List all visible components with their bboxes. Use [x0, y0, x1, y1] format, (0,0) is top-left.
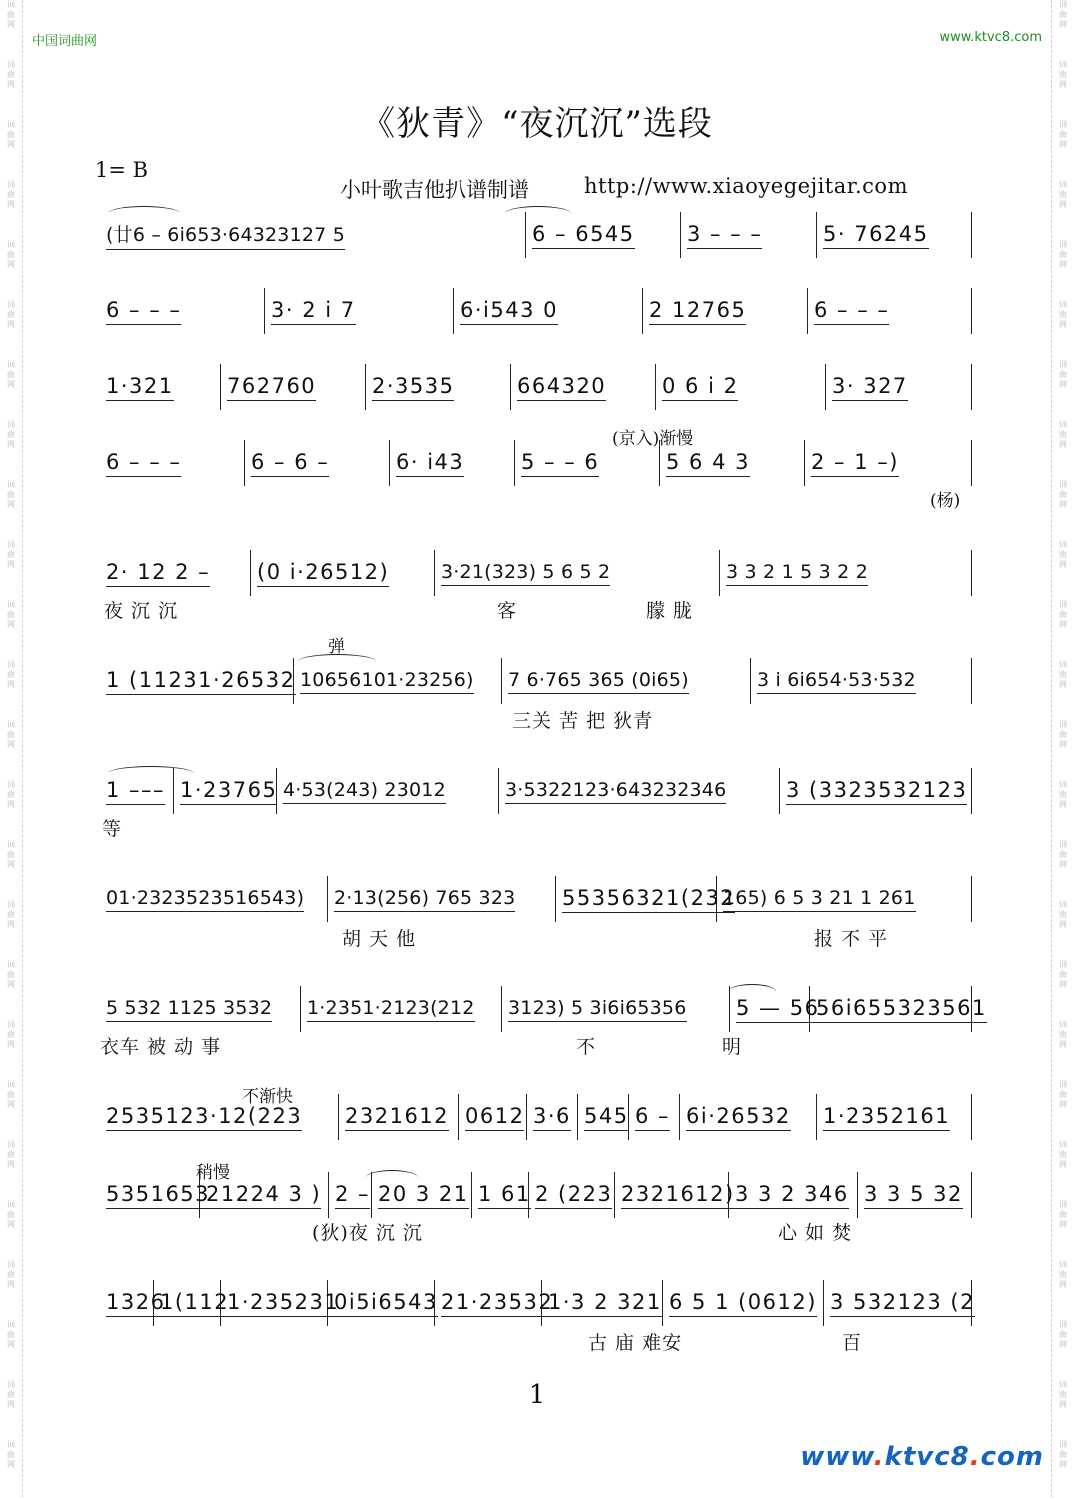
measure-notes: 6 – – – [106, 298, 181, 325]
measure-notes: (0 i·26512) [257, 560, 389, 587]
watermark-text: 词 曲 网 [1059, 480, 1067, 509]
watermark-text: 词 曲 网 [1059, 1260, 1067, 1289]
measure-notes: 2·13(256) 765 323 [334, 887, 515, 912]
watermark-text: 词 曲 网 [7, 240, 15, 269]
measure-notes: 7 6·765 365 (0i65) [508, 669, 689, 694]
watermark-text: 词 曲 网 [7, 660, 15, 689]
measure [100, 550, 251, 596]
watermark-text: 词 曲 网 [1059, 600, 1067, 629]
measure [615, 1172, 735, 1218]
header-site-left[interactable]: 中国词曲网 [32, 34, 98, 49]
tempo-marking: (京入)渐慢 [612, 429, 694, 449]
watermark-text: 词 曲 网 [1059, 780, 1067, 809]
watermark-text: 词 曲 网 [7, 60, 15, 89]
transcriber-credit: 小叶歌吉他扒谱制谱 [340, 178, 529, 202]
watermark-text: 词 曲 网 [7, 960, 15, 989]
measure [780, 768, 972, 814]
measure [556, 876, 736, 922]
watermark-text: 词 曲 网 [1059, 1140, 1067, 1169]
watermark-text: 词 曲 网 [7, 1260, 15, 1289]
measure-notes: 4·53(243) 23012 [283, 779, 446, 804]
measure [328, 876, 556, 922]
measure [499, 768, 780, 814]
watermark-text: 词 曲 网 [1059, 1380, 1067, 1409]
measure-notes: 762760 [227, 374, 316, 401]
slur-arc [298, 654, 376, 669]
slur-arc [728, 984, 776, 999]
measure-notes: 3123) 5 3i6i65356 [508, 997, 687, 1022]
watermark-text: 词 曲 网 [1059, 0, 1067, 29]
measure [277, 768, 499, 814]
watermark-text: 词 曲 网 [1059, 720, 1067, 749]
lyric-line: 胡 天 他 [342, 928, 417, 950]
measure [717, 876, 972, 922]
measure-notes: 2 – [335, 1182, 370, 1209]
watermark-text: 词 曲 网 [7, 0, 15, 29]
slur-arc [366, 1170, 418, 1185]
measure-notes: 5 532 1125 3532 [106, 997, 272, 1022]
measure-notes: 1326 [106, 1290, 165, 1317]
measure [629, 1094, 680, 1140]
slur-arc [505, 206, 571, 221]
measure [824, 1280, 975, 1326]
logo-dot: . [969, 1442, 981, 1472]
measure [502, 986, 730, 1032]
measure-notes: 2 12765 [649, 298, 746, 325]
measure-notes: 1·2351·2123(212 [307, 997, 475, 1022]
measure-notes: 6· i43 [396, 450, 464, 477]
measure [502, 658, 751, 704]
measure-notes: 01·2323523516543) [106, 887, 304, 912]
measure-notes: 5· 76245 [823, 222, 929, 249]
measure [221, 1280, 340, 1326]
logo-dot: . [873, 1442, 885, 1472]
measure [459, 1094, 527, 1140]
measure [435, 550, 720, 596]
measure-notes: 6 – – – [814, 298, 889, 325]
measure [810, 986, 987, 1032]
score-system [100, 768, 972, 814]
watermark-text: 词 曲 网 [7, 1320, 15, 1349]
lyric-line: 三关 苦 把 狄青 [512, 710, 654, 732]
logo-part: com [980, 1442, 1044, 1472]
measure-notes: 56i655323561 [816, 996, 987, 1023]
watermark-text: 词 曲 网 [1059, 540, 1067, 569]
measure-notes: 2 (223 [535, 1182, 612, 1209]
watermark-text: 词 曲 网 [1059, 960, 1067, 989]
watermark-text: 词 曲 网 [1059, 1320, 1067, 1349]
watermark-text: 词 曲 网 [7, 1080, 15, 1109]
measure [328, 1280, 438, 1326]
footer-logo[interactable] [800, 1442, 1044, 1472]
measure-notes: 6 – – – [106, 450, 181, 477]
measure [154, 1280, 230, 1326]
lyric-line: 朦 胧 [646, 600, 694, 622]
measure [100, 876, 328, 922]
measure [100, 364, 221, 410]
watermark-text: 词 曲 网 [1059, 360, 1067, 389]
measure [265, 288, 454, 334]
measure [720, 550, 972, 596]
measure-notes: 6 – 6 – [251, 450, 329, 477]
measure-notes: 3 (3323532123 [786, 778, 967, 805]
measure-notes: 6 5 1 (0612) [669, 1290, 817, 1317]
lyric-line: 百 [842, 1332, 863, 1354]
measure [251, 550, 435, 596]
watermark-text: 词 曲 网 [1059, 900, 1067, 929]
measure-notes: 0i5i6543 [334, 1290, 438, 1317]
watermark-text: 词 曲 网 [7, 600, 15, 629]
lyric-line: 不 [576, 1036, 597, 1058]
measure-notes: 2321612 [345, 1104, 449, 1131]
watermark-text: 词 曲 网 [7, 1020, 15, 1049]
lyric-line: 明 [722, 1036, 743, 1058]
measure [656, 364, 826, 410]
measure-notes: 6·i543 0 [460, 298, 558, 325]
measure [454, 288, 643, 334]
measure [527, 1094, 578, 1140]
tempo-slightly-slow: 稍慢 [196, 1163, 230, 1183]
measure-notes: 2321612) [621, 1182, 735, 1209]
watermark-text: 词 曲 网 [7, 120, 15, 149]
score-system [100, 1094, 972, 1140]
score-system [100, 876, 972, 922]
measure [301, 986, 502, 1032]
measure [390, 440, 515, 486]
score-system [100, 364, 972, 410]
header-site-right[interactable]: www.ktvc8.com [939, 30, 1042, 45]
measure-notes: 10656101·23256) [300, 669, 474, 694]
watermark-text: 词 曲 网 [1059, 1440, 1067, 1469]
measure-notes: 3 3 2 1 5 3 2 2 [726, 561, 868, 586]
lyric-line: 夜 沉 沉 [104, 600, 179, 622]
watermark-text: 词 曲 网 [7, 900, 15, 929]
watermark-text: 词 曲 网 [1059, 180, 1067, 209]
score-system [100, 986, 987, 1032]
measure [663, 1280, 824, 1326]
score-system [100, 288, 972, 334]
watermark-text: 词 曲 网 [1059, 1020, 1067, 1049]
measure [805, 440, 972, 486]
watermark-text: 词 曲 网 [7, 1380, 15, 1409]
score-system [100, 1172, 972, 1218]
measure-notes: 1·2352161 [823, 1104, 950, 1131]
measure-notes: 3 – – – [687, 222, 762, 249]
measure-notes: 3· 327 [832, 374, 908, 401]
watermark-text: 词 曲 网 [7, 300, 15, 329]
measure [808, 288, 972, 334]
tempo-no-accel: 不渐快 [242, 1087, 293, 1107]
measure-notes: 1·23765 [180, 778, 277, 805]
watermark-text: 词 曲 网 [1059, 300, 1067, 329]
left-watermark-strip [0, 0, 23, 1497]
measure-notes: 1(112 [160, 1290, 229, 1317]
lyric-line: 客 [497, 600, 518, 622]
lyric-line: 古 庙 难安 [588, 1332, 683, 1354]
transcriber-url[interactable]: http://www.xiaoyegejitar.com [584, 174, 908, 198]
logo-part: ktvc8 [884, 1442, 970, 1472]
measure-notes: 2 – 1 –) [811, 450, 899, 477]
measure [858, 1172, 972, 1218]
watermark-text: 词 曲 网 [1059, 60, 1067, 89]
measure-notes: 20 3 21 [378, 1182, 469, 1209]
measure-notes: 2535123·12(223 [106, 1104, 302, 1131]
measure [681, 212, 817, 258]
watermark-text: 词 曲 网 [7, 180, 15, 209]
watermark-text: 词 曲 网 [1059, 660, 1067, 689]
measure-notes: 1·321 [106, 374, 174, 401]
page-number: 1 [528, 1380, 546, 1410]
measure [339, 1094, 459, 1140]
watermark-text: 词 曲 网 [1059, 1200, 1067, 1229]
measure-notes: 2·3535 [372, 374, 454, 401]
measure [643, 288, 808, 334]
measure-notes: 3 3 2 346 [735, 1182, 849, 1209]
watermark-text: 词 曲 网 [7, 780, 15, 809]
measure-notes: 5 – – 6 [521, 450, 599, 477]
measure-notes: 2· 12 2 – [106, 560, 210, 587]
measure [100, 1094, 339, 1140]
measure [817, 212, 972, 258]
measure [435, 1280, 554, 1326]
measure-notes: 664320 [517, 374, 606, 401]
slur-arc [108, 766, 194, 781]
score-system [100, 658, 972, 704]
measure-notes: 3 i 6i654·53·532 [757, 669, 916, 694]
measure-notes: 1 (11231·26532 [106, 668, 296, 695]
pluck-marking: 弹 [328, 637, 345, 657]
measure-notes: 21·23532 [441, 1290, 553, 1317]
measure-notes: 545 [584, 1104, 629, 1131]
measure [100, 986, 301, 1032]
watermark-text: 词 曲 网 [7, 1140, 15, 1169]
measure-notes: 5 — 56 [736, 996, 819, 1023]
measure [100, 440, 245, 486]
measure-notes: 21224 3 ) [206, 1182, 321, 1209]
measure-notes: 1·3 2 321 [548, 1290, 662, 1317]
score-title: 《狄青》“夜沉沉”选段 [361, 104, 713, 144]
watermark-text: 词 曲 网 [7, 540, 15, 569]
measure [366, 364, 511, 410]
watermark-text: 词 曲 网 [7, 1440, 15, 1469]
singer-mark: (杨) [930, 491, 961, 511]
measure-notes: 1 ––– [106, 778, 165, 805]
score-system [100, 1280, 975, 1326]
lyric-line: (狄)夜 沉 沉 [312, 1222, 423, 1244]
measure [245, 440, 390, 486]
measure-notes: 3·21(323) 5 6 5 2 [441, 561, 610, 586]
score-system [100, 440, 972, 486]
measure-notes: 6 – 6545 [532, 222, 635, 249]
slur-arc [108, 206, 180, 221]
watermark-text: 词 曲 网 [7, 360, 15, 389]
measure [529, 1172, 615, 1218]
measure-notes: 5 6 4 3 [666, 450, 750, 477]
watermark-text: 词 曲 网 [7, 720, 15, 749]
measure [100, 658, 294, 704]
logo-part: www [800, 1442, 874, 1472]
watermark-text: 词 曲 网 [1059, 840, 1067, 869]
score-system [100, 550, 972, 596]
measure-notes: 6i·26532 [686, 1104, 791, 1131]
lyric-line: 心 如 焚 [778, 1222, 853, 1244]
measure-notes: 3 532123 (2 [830, 1290, 975, 1317]
watermark-text: 词 曲 网 [1059, 120, 1067, 149]
measure-notes: 3· 2 i 7 [271, 298, 356, 325]
measure [817, 1094, 972, 1140]
watermark-text: 词 曲 网 [7, 420, 15, 449]
lyric-line: 报 不 平 [814, 928, 889, 950]
measure [100, 1172, 211, 1218]
key-signature: 1= B [95, 158, 149, 182]
measure-notes: 3·6 [533, 1104, 571, 1131]
measure-notes: 55356321(232 [562, 886, 735, 913]
measure-notes: 3 3 5 32 [864, 1182, 963, 1209]
measure-notes: 165) 6 5 3 21 1 261 [723, 887, 916, 912]
measure [100, 1280, 166, 1326]
measure [472, 1172, 529, 1218]
measure [826, 364, 972, 410]
measure-notes: (廿6 – 6i653·64323127 5 [106, 220, 345, 250]
measure-notes: 5351653 [106, 1182, 210, 1209]
measure [578, 1094, 629, 1140]
watermark-text: 词 曲 网 [1059, 240, 1067, 269]
watermark-text: 词 曲 网 [7, 480, 15, 509]
watermark-text: 词 曲 网 [7, 1200, 15, 1229]
measure [100, 288, 265, 334]
measure-notes: 0612 [465, 1104, 524, 1131]
lyric-line: 衣车 被 动 事 [100, 1036, 222, 1058]
right-watermark-strip [1051, 0, 1074, 1497]
measure [680, 1094, 817, 1140]
lyric-line: 等 [102, 818, 123, 840]
measure [751, 658, 972, 704]
watermark-text: 词 曲 网 [1059, 420, 1067, 449]
measure [542, 1280, 663, 1326]
watermark-text: 词 曲 网 [7, 840, 15, 869]
measure-notes: 0 6 i 2 [662, 374, 738, 401]
measure [729, 1172, 858, 1218]
measure [221, 364, 366, 410]
measure-notes: 1 61 [478, 1182, 531, 1209]
measure [511, 364, 656, 410]
measure-notes: 1·235231 [227, 1290, 339, 1317]
watermark-text: 词 曲 网 [1059, 1080, 1067, 1109]
measure-notes: 3·5322123·643232346 [505, 779, 726, 804]
measure-notes: 6 – [635, 1104, 670, 1131]
